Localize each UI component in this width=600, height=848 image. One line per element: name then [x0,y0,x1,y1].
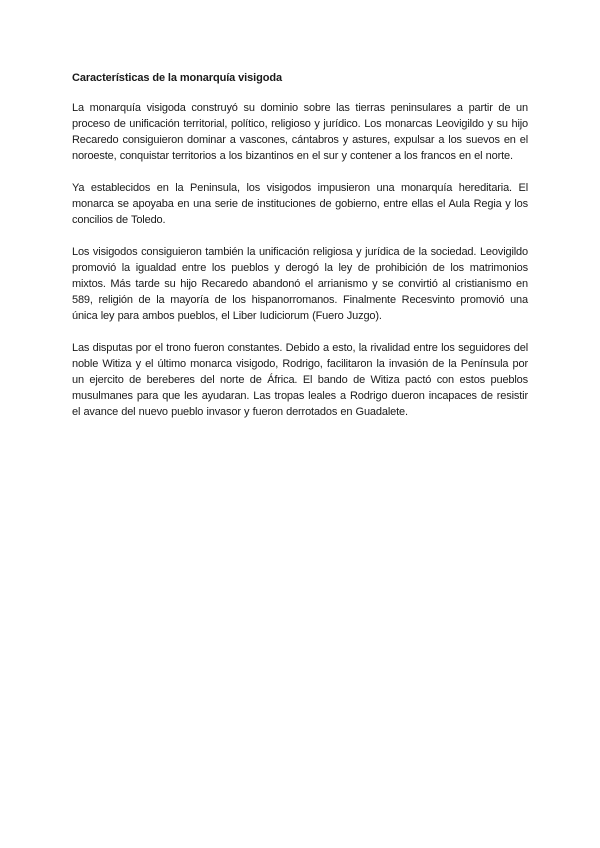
paragraph-monarquia-hereditaria: Ya establecidos en la Peninsula, los visigodos impusieron una monarquía hereditaria. El monarca se apoyaba en una serie de instituciones de gobierno, entre ellas el Aula Regia y los concilios de Toledo. [72,182,528,226]
paragraph-unificacion: La monarquía visigoda construyó su dominio sobre las tierras peninsulares a partir de un proceso de unificación territorial, político, religioso y jurídico. Los monarcas Leovigildo y su hijo Recaredo consiguieron dominar a vascones, cántabros y astures, expulsar a los suevos en el noroeste, conquistar territorios a los bizantinos en el sur y contener a los francos en el norte. [72,102,528,162]
paragraph-disputas-trono: Las disputas por el trono fueron constantes. Debido a esto, la rivalidad entre los seguidores del noble Witiza y el último monarca visigodo, Rodrigo, facilitaron la invasión de la Península por un ejercito de bereberes del norte de África. El bando de Witiza pactó con estos pueblos musulmanes para que les ayudaran. Las tropas leales a Rodrigo dueron incapaces de resistir el avance del nuevo pueblo invasor y fueron derrotados en Guadalete. [72,342,528,418]
paragraph-unificacion-religiosa: Los visigodos consiguieron también la unificación religiosa y jurídica de la sociedad. Leovigildo promovió la igualdad entre los pueblos y derogó la ley de prohibición de los matrimonios mixtos. Más tarde su hijo Recaredo abandonó el arrianismo y se convirtió al cristianismo en 589, religión de la mayoría de los hispanorromanos. Finalmente Recesvinto promovió una única ley para ambos pueblos, el Liber Iudiciorum (Fuero Juzgo). [72,246,528,322]
document-title: Características de la monarquía visigoda [72,72,282,84]
